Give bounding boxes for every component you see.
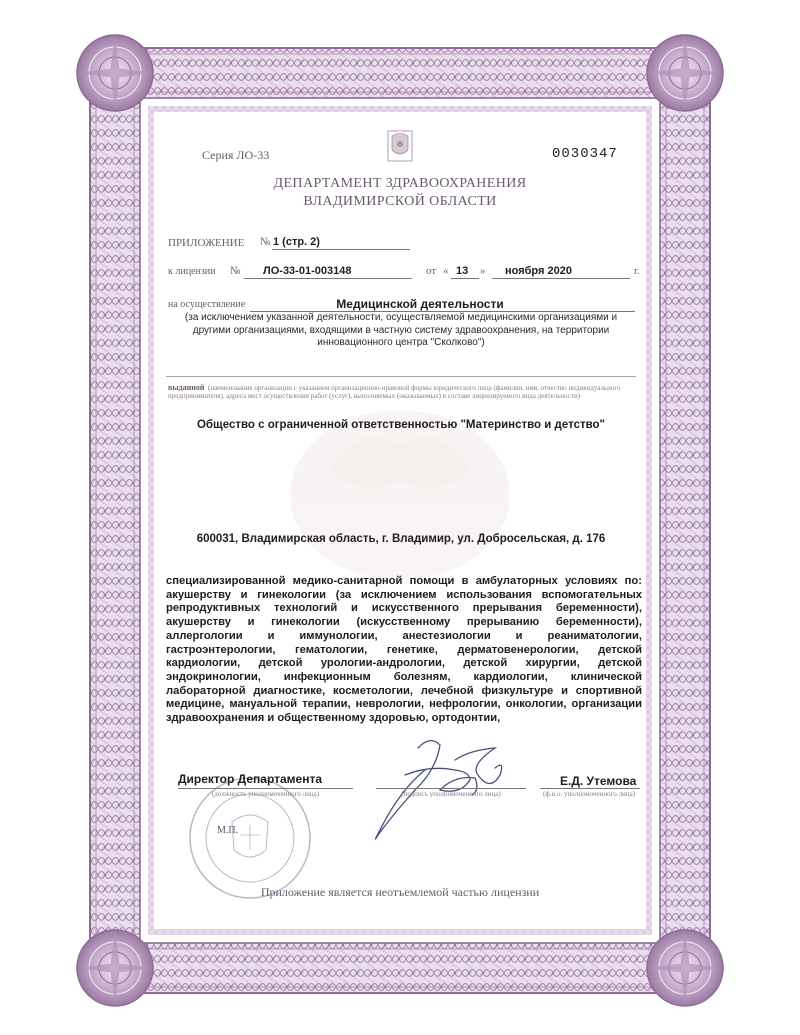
license-day: 13 <box>456 265 469 277</box>
license-day-close: » <box>480 265 486 277</box>
signature-caption: (подпись уполномоченного лица) <box>401 790 501 798</box>
department-title-line2: ВЛАДИМИРСКОЙ ОБЛАСТИ <box>303 194 497 209</box>
footer-note: Приложение является неотъемлемой частью лицензии <box>260 885 540 899</box>
signatory-name-caption: (ф.и.о. уполномоченного лица) <box>542 790 636 798</box>
license-from-label: от <box>426 265 437 277</box>
signatory-position-caption: (должность уполномоченного лица) <box>211 790 320 798</box>
activity-note-line: другими организациями, входящими в частную систему здравоохранения, на территории <box>192 324 610 336</box>
signatory-position: Директор Департамента <box>178 772 323 786</box>
services-line: репродуктивных технологий и искусственного прерывания беременности), <box>166 602 642 615</box>
appendix-value: 1 (стр. 2) <box>273 236 320 248</box>
appendix-label: ПРИЛОЖЕНИЕ <box>168 237 245 249</box>
license-label: к лицензии <box>168 266 216 277</box>
corner-rosette-bl <box>77 930 153 1006</box>
issued-caption <box>168 384 638 400</box>
activity-note-line: инновационного центра "Сколково") <box>317 337 485 348</box>
license-day-open: « <box>443 265 449 277</box>
watermark-eagle <box>290 410 510 580</box>
services-line: эндокринологии, инфекционным болезням, кардиологии, клинической <box>166 670 642 683</box>
services-text <box>166 575 642 726</box>
license-num-sign: № <box>230 265 241 277</box>
services-line: лабораторной диагностике, косметологии, лечебной физкультуре и спортивной <box>166 684 642 697</box>
services-line: кардиологии, детской урологии-андрологии, детской хирургии, детской <box>166 657 642 670</box>
services-line: специализированной медико-санитарной помощи в амбулаторных условиях по: <box>166 575 642 587</box>
license-month-year: ноября 2020 <box>505 265 572 277</box>
activity-label: на осуществление <box>168 299 246 310</box>
issued-caption-line: индивидуального предпринимателя), адреса мест осуществления работ (услуг), выполняемых (оказываемых) в составе лицензируемого вида <box>168 384 621 400</box>
corner-rosette-tr <box>647 35 723 111</box>
services-line: здравоохранения и общественному здоровью, ортодонтии, <box>166 712 501 725</box>
services-line: аллергологии и иммунологии, анестезиологии и реаниматологии, <box>166 629 642 642</box>
form-number: 0030347 <box>552 146 618 162</box>
services-line: медицине, мануальной терапии, неврологии, нефрологии, онкологии, организации <box>166 698 642 711</box>
signatory-name: Е.Д. Утемова <box>560 774 637 788</box>
activity-note <box>166 312 636 350</box>
series-label: Серия ЛО-33 <box>202 148 270 162</box>
services-line: акушерству и гинекологии (за исключением использования вспомогательных <box>166 588 642 601</box>
department-title-line1: ДЕПАРТАМЕНТ ЗДРАВООХРАНЕНИЯ <box>273 176 527 191</box>
organization-address: 600031, Владимирская область, г. Владимир, ул. Добросельская, д. 176 <box>196 533 606 545</box>
coat-of-arms-icon <box>388 131 412 161</box>
appendix-num-sign: № <box>260 236 271 248</box>
issued-caption-line: деятельности) <box>537 392 581 400</box>
organization-name: Общество с ограниченной ответственностью "Материнство и детство" <box>196 419 605 431</box>
issued-label: выданной <box>168 383 205 392</box>
license-number: ЛО-33-01-003148 <box>263 265 352 277</box>
corner-rosette-tl <box>77 35 153 111</box>
stamp-placeholder-label: М.П. <box>217 825 239 836</box>
issued-caption-line: (наименование организации с указанием организационно-правовой формы юридического лица (фамилия, имя, отчество <box>208 384 567 392</box>
services-line: акушерству и гинекологии (искусственному прерыванию беременности), <box>166 616 642 629</box>
license-year-suffix: г. <box>634 266 640 277</box>
activity-title: Медицинской деятельности <box>336 297 504 311</box>
services-line: гастроэнтерологии, гематологии, генетике, дерматовенерологии, детской <box>166 643 642 656</box>
corner-rosette-br <box>647 930 723 1006</box>
activity-note-line: (за исключением указанной деятельности, осуществляемой медицинскими организациями и <box>184 312 618 323</box>
